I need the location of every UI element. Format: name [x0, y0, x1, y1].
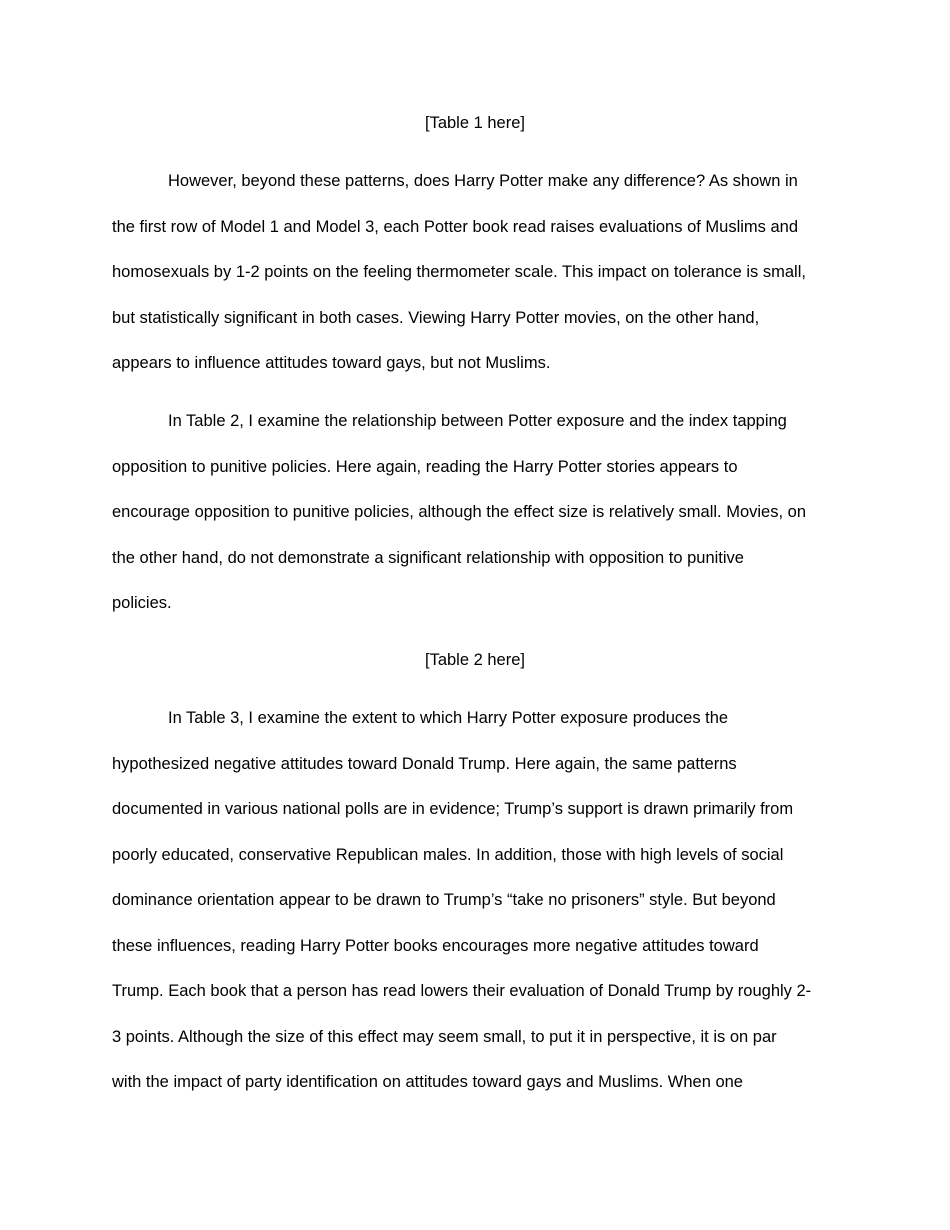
paragraph-line: policies.: [112, 594, 172, 612]
paragraph-line: opposition to punitive policies. Here again, reading the Harry Potter stories appears to: [112, 457, 738, 476]
paragraph-line: dominance orientation appear to be drawn to Trump’s “take no prisoners” style. But beyond: [112, 891, 776, 909]
paragraph-line: Trump. Each book that a person has read lowers their evaluation of Donald Trump by roughly 2-: [112, 982, 812, 1000]
paragraph-line: encourage opposition to punitive policies, although the effect size is relatively small. Movies, on: [112, 503, 806, 521]
paragraph-line: In Table 3, I examine the extent to which Harry Potter exposure produces the: [168, 709, 729, 727]
table-2-placeholder: [Table 2 here]: [425, 651, 525, 669]
paragraph-line: the other hand, do not demonstrate a significant relationship with opposition to punitive: [112, 548, 744, 567]
table-1-placeholder: [Table 1 here]: [425, 114, 525, 132]
paragraph-line: appears to influence attitudes toward gays, but not Muslims.: [112, 354, 551, 372]
paragraph-line: but statistically significant in both cases. Viewing Harry Potter movies, on the other hand,: [112, 308, 760, 327]
paragraph-line: 3 points. Although the size of this effect may seem small, to put it in perspective, it is on par: [112, 1027, 777, 1046]
paragraph-line: homosexuals by 1-2 points on the feeling thermometer scale. This impact on tolerance is small,: [112, 263, 806, 281]
paragraph-line: hypothesized negative attitudes toward Donald Trump. Here again, the same patterns: [112, 754, 737, 773]
paragraph-line: However, beyond these patterns, does Harry Potter make any difference? As shown in: [168, 172, 798, 190]
paragraph-line: documented in various national polls are in evidence; Trump’s support is drawn primarily from: [112, 800, 794, 818]
paragraph-line: the first row of Model 1 and Model 3, each Potter book read raises evaluations of Muslims and: [112, 217, 799, 236]
paragraph-line: these influences, reading Harry Potter books encourages more negative attitudes toward: [112, 936, 759, 955]
paragraph-line: In Table 2, I examine the relationship between Potter exposure and the index tapping: [168, 412, 787, 430]
paragraph-line: with the impact of party identification on attitudes toward gays and Muslims. When one: [112, 1073, 743, 1091]
paragraph-line: poorly educated, conservative Republican males. In addition, those with high levels of social: [112, 845, 784, 864]
